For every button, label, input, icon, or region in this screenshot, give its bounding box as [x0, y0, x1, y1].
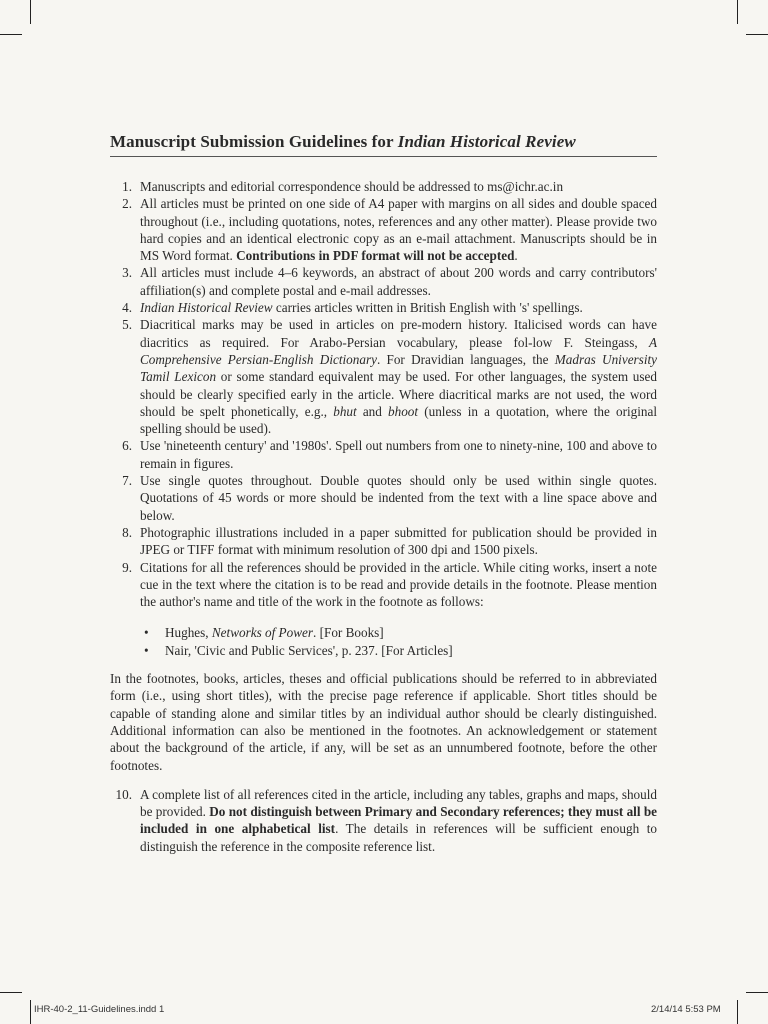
title-rule	[110, 156, 657, 157]
crop-mark	[30, 1000, 31, 1024]
crop-mark	[746, 992, 768, 993]
guidelines-body	[110, 178, 657, 855]
list-item: 3. All articles must include 4–6 keywords, an abstract of about 200 words and carry contributors' affiliation(s) and complete postal and e-mail addresses.	[122, 265, 657, 298]
journal-title: Indian Historical Review	[397, 132, 576, 151]
list-item: 9. Citations for all the references should be provided in the article. While citing works, insert a note cue in the text where the citation is to be read and provide details in the footnote. Please mention the author's name and title of the work in the footnote as follows:	[122, 559, 657, 610]
page-title: Manuscript Submission Guidelines for Indian Historical Review	[110, 132, 576, 151]
crop-mark	[30, 0, 31, 24]
list-item: 6. Use 'nineteenth century' and '1980s'. Spell out numbers from one to ninety-nine, 100 and above to remain in figures.	[122, 438, 657, 471]
footer-timestamp: 2/14/14 5:53 PM	[651, 1004, 721, 1015]
guidelines-list	[110, 178, 657, 610]
crop-mark	[737, 1000, 738, 1024]
citation-examples	[110, 624, 657, 659]
list-item: 1. Manuscripts and editorial correspondence should be addressed to ms@ichr.ac.in	[122, 179, 564, 194]
list-item: 2. All articles must be printed on one side of A4 paper with margins on all sides and double spaced throughout (i.e., including quotations, notes, references and any other matter). Please provide two hard copies and an identical electronic copy as an e-mail attachment. Manuscripts should be in MS Word format. Contributions in PDF format will not be accepted.	[122, 196, 657, 264]
crop-mark	[737, 0, 738, 24]
footer-filename: IHR-40-2_11-Guidelines.indd 1	[34, 1004, 165, 1015]
list-item: 4. Indian Historical Review carries articles written in British English with 's' spellings.	[122, 300, 583, 316]
list-item: 10. A complete list of all references cited in the article, including any tables, graphs and maps, should be provided. Do not distinguish between Primary and Secondary references; they must all be included in one alphabetical list. The details in references will be sufficient enough to distinguish the reference in the composite reference list.	[115, 786, 658, 854]
guidelines-list-continued	[110, 786, 657, 855]
list-item: 5. Diacritical marks may be used in articles on pre-modern history. Italicised words can have diacritics as required. For Arabo-Persian vocabulary, please fol-low F. Steingass, A Comprehensive Persian-English Dictionary. For Dravidian languages, the Madras University Tamil Lexicon or some standard equivalent may be used. For other languages, the system used should be clearly specified early in the article. Where diacritical marks are not used, the word should be spelt phonetically, e.g., bhut and bhoot (unless in a quotation, where the original spelling should be used).	[122, 317, 657, 437]
crop-mark	[0, 992, 22, 993]
footnote-paragraph: In the footnotes, books, articles, theses and official publications should be referred to in abbreviated form (i.e., using short titles), with the precise page reference if applicable. Short titles should be capable of standing alone and similar titles by an individual author should be clearly distinguished. Additional information can also be mentioned in the footnotes. An acknowledgement or statement about the background of the article, if any, will be set as an unnumbered footnote, before the other footnotes.	[110, 671, 657, 773]
crop-mark	[0, 34, 22, 35]
list-item: 7. Use single quotes throughout. Double quotes should only be used within single quotes. Quotations of 45 words or more should be indented from the text with a line space above and below.	[122, 473, 657, 523]
bullet-item: • Nair, 'Civic and Public Services', p. 237. [For Articles]	[144, 642, 453, 658]
crop-mark	[746, 34, 768, 35]
bullet-item: • Hughes, Networks of Power. [For Books]	[144, 625, 384, 641]
list-item: 8. Photographic illustrations included in a paper submitted for publication should be provided in JPEG or TIFF format with minimum resolution of 300 dpi and 1500 pixels.	[122, 524, 657, 558]
